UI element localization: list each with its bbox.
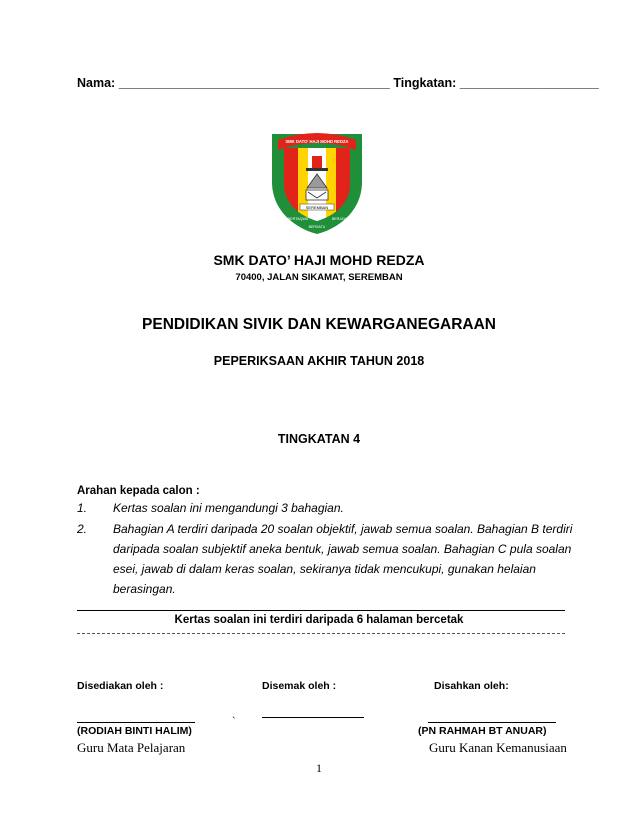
checked-signature-line — [262, 717, 364, 718]
school-crest-logo — [262, 128, 372, 236]
stray-mark: ` — [232, 716, 236, 728]
instruction-item-2-line-2: daripada soalan subjektif aneka bentuk, jawab semua soalan. Bahagian C pula soalan — [113, 542, 572, 556]
prepared-signature-line — [77, 722, 195, 723]
tingkatan-label: Tingkatan: — [393, 76, 457, 90]
approved-signature-line — [428, 722, 556, 723]
instruction-item-2-num: 2. — [77, 522, 88, 536]
instruction-item-1-text: Kertas soalan ini mengandungi 3 bahagian. — [113, 501, 344, 515]
crest-banner-text: SMK DATO' HAJI MOHD REDZA — [285, 139, 349, 144]
nama-blank: _______________________________________ — [118, 76, 390, 90]
pages-note: Kertas soalan ini terdiri daripada 6 halaman bercetak — [174, 614, 464, 626]
crest-city-text: SEREMBAN — [305, 205, 329, 210]
prepared-by-name: (RODIAH BINTI HALIM) — [77, 725, 192, 737]
page-number: 1 — [316, 761, 322, 775]
form-level: TINGKATAN 4 — [277, 432, 361, 446]
tingkatan-blank: ____________________ — [459, 76, 599, 90]
checked-by-label: Disemak oleh : — [262, 680, 337, 692]
instruction-item-2-line-3: esei, jawab di dalam keras soalan, sekiranya tidak mencukupi, gunakan helaian — [113, 562, 536, 576]
prepared-by-role: Guru Mata Pelajaran — [77, 740, 186, 755]
crest-motto-1: BERTAQWA — [288, 217, 309, 221]
prepared-by-label: Disediakan oleh : — [77, 680, 164, 692]
instruction-item-2-line-4: berasingan. — [113, 582, 176, 596]
school-name: SMK DATO’ HAJI MOHD REDZA — [213, 252, 425, 268]
instruction-item-1-num: 1. — [77, 501, 88, 515]
instructions-heading: Arahan kepada calon : — [77, 485, 200, 497]
crest-motto-3: BERJAYA — [332, 217, 348, 221]
approved-by-role: Guru Kanan Kemanusiaan — [429, 740, 567, 755]
bottom-dashed-rule — [77, 633, 565, 634]
crest-motto-2: BERSATU — [308, 225, 326, 229]
approved-by-name: (PN RAHMAH BT ANUAR) — [418, 725, 547, 737]
instruction-item-2-line-1: Bahagian A terdiri daripada 20 soalan objektif, jawab semua soalan. Bahagian B terdiri — [113, 522, 573, 536]
subject-title: PENDIDIKAN SIVIK DAN KEWARGANEGARAAN — [142, 316, 496, 333]
exam-title: PEPERIKSAAN AKHIR TAHUN 2018 — [213, 354, 425, 368]
approved-by-label: Disahkan oleh: — [434, 680, 509, 692]
nama-label: Nama: — [77, 76, 116, 90]
student-info-line — [77, 76, 599, 90]
top-rule — [77, 610, 565, 611]
school-address: 70400, JALAN SIKAMAT, SEREMBAN — [235, 272, 403, 283]
